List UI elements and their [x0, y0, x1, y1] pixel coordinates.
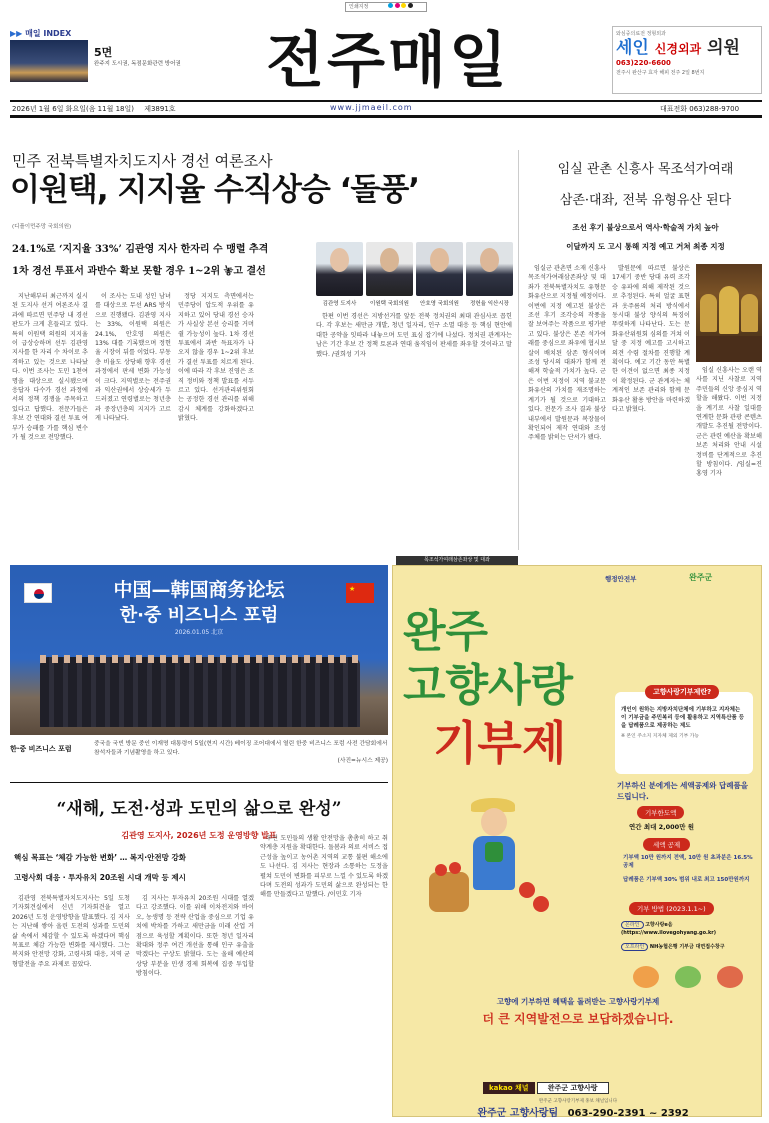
date-line: 2026년 1월 6일 화요일(음 11월 18일) 제3891호 — [12, 105, 176, 113]
edition-label: 매일 INDEX — [25, 29, 72, 38]
slogan2b: 더 큰 지역발전으로 보답하겠습니다. — [482, 1012, 674, 1026]
info-box-text: 개인이 원하는 지방자치단체에 기부하고 지자체는 이 기부금을 주민복리 등에 활용하고 지역특산품 등을 답례품으로 제공하는 제도 — [621, 707, 745, 729]
lead-col-3: 정당 지지도 측면에서는 민주당이 압도적 우위를 유지하고 있어 당내 경선 승자가 사실상 본선 승리를 거머쥘 가능성이 높다. 1차 경선 투표에서 과반 득표자가 나오지 않을 경우 1~2위 후보가 결선 투표를 치르게 된다. 이에 따라 각 후보 진영은 조직 정비와 정책 발표를 서두르고 있다. 선거관리위원회는 공정한 경선 관리를 위해 감시 체계를 강화하겠다고 밝혔다. — [178, 293, 254, 423]
portrait — [416, 242, 463, 296]
edition-index: ▶▶ 매일 INDEX 5면 완주지 도시권, 독점문화관련 방어권 — [10, 28, 190, 108]
lead-col-4: 한편 이번 경선은 지방선거를 앞둔 전북 정치권의 최대 관심사로 꼽힌다. 각 후보는 새만금 개발, 청년 일자리, 인구 소멸 대응 등 핵심 현안에 대한 공약을 잇따라 내놓으며 도민 표심 잡기에 나섰다. 정치권 관계자는 남은 기간 후보 간 정책 토론과 연대 움직임이 판세를 좌우할 것이라고 말했다. /권희성 기자 — [316, 313, 512, 358]
method-icons — [633, 966, 743, 992]
lead-headline: 이원택, 지지율 수직상승 ‘돌풍’ — [10, 172, 420, 208]
ad-footer: 완주군 고향사랑팀 063-290-2391 ~ 2392 — [477, 1108, 689, 1119]
lead-sub2: 1차 경선 투표서 과반수 확보 못할 경우 1~2위 놓고 결선 — [12, 266, 266, 277]
edition-desc: 완주지 도시권, 독점문화관련 방어권 — [94, 61, 181, 67]
right-sub1: 조선 후기 불상으로서 역사·학술적 가치 높아 — [572, 223, 719, 232]
ad-title-1: 완주 — [403, 606, 489, 657]
portrait-name: 정헌율 익산시장 — [470, 301, 509, 307]
portrait-name: 이원택 국회의원 — [370, 301, 409, 307]
info-box — [615, 688, 753, 774]
crowd — [40, 657, 360, 727]
portrait — [316, 242, 363, 296]
right-col-1: 임실군 관촌면 소재 신흥사 목조석가여래삼존좌상 및 대좌가 전북특별자치도 유형문화유산으로 지정될 예정이다. 이번에 지정 예고된 불상은 조선 후기 조각승의 작풍을 잘 보여주는 작품으로 평가받고 있다. 불상은 본존 석가여래를 중심으로 좌우에 협시보살이 배치된 삼존 형식이며 조성 당시의 대좌가 함께 전해져 학술적 가치가 높다. 군은 이번 지정이 지역 불교문화유산의 가치를 재조명하는 계기가 될 것으로 기대하고 있다. 전문가 조사 결과 불상 내부에서 발원문과 복장물이 확인되어 제작 연대와 조성 주체를 밝히는 단서가 됐다. — [528, 265, 606, 442]
bottom-headline: “새해, 도전·성과 도민의 삶으로 완성” — [56, 799, 342, 819]
info-box-note: ※ 본인 주소지 지자체 제외 기부 가능 — [621, 734, 700, 739]
bottom-col-1: 김관영 전북특별자치도지사는 5일 도청 기자회견실에서 신년 기자회견을 열고 2026년 도정 운영방향을 발표했다. 김 지사는 지난해 쌓아 올린 도전의 성과를 도민의 삶 속에서 체감할 수 있도록 하겠다며 핵심 목표로 체감 가능한 변화를 제시했다. 그는 복지와 안전망 강화, 고령사회 대응, 지역 균형발전을 주요 과제로 꼽았다. — [12, 895, 130, 968]
edition-page: 5면 — [94, 46, 113, 59]
ad-title-3: 기부제 — [433, 716, 567, 770]
right-col-3: 임실 신흥사는 오랜 역사를 지닌 사찰로 지역 주민들의 신앙 중심지 역할을 해왔다. 이번 지정을 계기로 사찰 일대를 연계한 문화 관광 콘텐츠 개발도 추진될 전망이다. 군은 관련 예산을 확보해 보존 처리와 안내 시설 정비를 단계적으로 추진할 방침이다. /임실=진홍영 기자 — [696, 367, 762, 478]
flag-cn-icon: ★ — [346, 583, 374, 603]
lead-col-1: 지난해부터 최근까지 실시된 도지사 선거 여론조사 결과에 따르면 민주당 내 경선 판도가 크게 흔들리고 있다. 특히 이원택 의원의 지지율이 급상승하며 선두 김관영 지사를 한 자리 수 차이로 추격하고 있는 것으로 나타났다. 이번 조사는 도민 1천여 명을 대상으로 실시됐으며 응답자 다수가 경선 과정에서의 정책 경쟁을 주목하고 있다고 답했다. 전문가들은 후보 간 연대와 결선 투표 여부가 승패를 가를 핵심 변수가 될 것으로 전망했다. — [12, 293, 88, 442]
portrait-name: 안호영 국회의원 — [420, 301, 459, 307]
right-kicker: 임실 관촌 신흥사 목조석가여래 — [557, 162, 734, 177]
gohyang-ad[interactable] — [392, 565, 762, 1117]
portrait — [366, 242, 413, 296]
buddha-photo — [696, 264, 762, 362]
ad-org: 행정안전부 — [605, 575, 637, 583]
lead-sub1: 24.1%로 ‘지지율 33%’ 김관영 지사 한자리 수 맹렬 추격 — [12, 244, 269, 255]
sec1-text: 연간 최대 2,000만 원 — [629, 823, 695, 831]
website[interactable]: www.jjmaeil.com — [330, 103, 413, 112]
ad-brand: 세인 — [616, 38, 649, 58]
forum-banner-cn: 中国—韩国商务论坛 — [113, 579, 285, 601]
bottom-sub-red: 김관영 도지사, 2026년 도정 운영방향 발표 — [121, 831, 277, 840]
header-ad: 와심중의료전 정형외과 세인 신경외과 의원 063)220-6600 전주시 완산구 효자 해피 전주 2일 8번지 — [612, 26, 762, 94]
ad-footer-note: 완주군 고향사랑기부제 홍보 채널입니다 — [538, 1099, 618, 1104]
sec1-label: 기부한도액 — [637, 806, 684, 819]
portrait — [466, 242, 513, 296]
sec3-text: 답례품은 기부액 30% 범위 내로 최고 150만원까지 — [623, 877, 750, 883]
ad-slogan: 기부하신 분에게는 세액공제와 답례품을 드립니다. — [617, 781, 748, 801]
paper-name: 전주매일 — [266, 26, 510, 96]
lead-credit: (디플이먼주망 국회의원) — [12, 224, 72, 230]
lead-col-2: 이 조사는 도내 성인 남녀를 대상으로 무선 ARS 방식으로 진행됐다. 김관영 지사는 33%, 이원택 의원은 24.1%, 안호영 의원은 13% 대를 기록했으며 정헌율 시장이 뒤를 이었다. 부동층 비율도 상당해 향후 경선 과정에서 판세 변화 가능성이 크다. 지역별로는 전주권과 익산권에서 상승세가 두드러졌고 연령별로는 청년층과 중장년층의 지지가 고르게 나타났다. — [95, 293, 171, 423]
right-headline: 삼존·대좌, 전북 유형유산 된다 — [559, 193, 732, 208]
forum-caption: 중국을 국빈 방문 중인 이재명 대통령이 5일(현지 시간) 베이징 조어대에서 열린 한중 비즈니스 포럼 사전 간담회에서 참석자들과 기념촬영을 하고 있다. (사진=뉴시스 제공) — [94, 741, 388, 764]
flag-kr-icon — [24, 583, 52, 603]
right-sub2: 이달까지 도 고시 통해 지정 예고 거쳐 최종 지정 — [566, 242, 725, 251]
masthead-rule-thick — [10, 115, 762, 118]
sec4-label: 기부 방법 (2023.1.1~) — [629, 902, 714, 915]
top-color-tag: 인쇄지정 — [345, 2, 427, 12]
bottom-col-2: 김 지사는 투자유치 20조원 시대를 열겠다고 강조했다. 이를 위해 이차전지와 바이오, 농생명 등 전략 산업을 중심으로 기업 유치에 박차를 가하고 새만금을 미래 산업 거점으로 육성할 계획이다. 또한 청년 일자리 확대와 정주 여건 개선을 통해 인구 유출을 막겠다는 구상도 밝혔다. 도는 올해 예산의 상당 부분을 민생 경제 회복에 집중 투입할 방침이다. — [136, 895, 254, 978]
portrait-row — [316, 242, 512, 308]
phone: 대표전화 063)288-9700 — [660, 105, 740, 113]
bottom-rule — [10, 782, 388, 783]
photo-caption-bar: 목조석가여래삼존좌상 및 대좌 — [396, 556, 518, 565]
farmer-illustration — [423, 786, 573, 936]
method1: 온라인 고향사랑e음 (https://www.ilovegohyang.go.kr) — [621, 922, 717, 936]
bottom-col-3: 우선 도민들의 생활 안전망을 촘촘히 하고 취약계층 지원을 확대한다. 돌봄과 의료 서비스 접근성을 높이고 농어촌 지역의 교통 불편 해소에도 나선다. 김 지사는 현장과 소통하는 도정을 펼쳐 도민이 변화를 피부로 느낄 수 있도록 하겠다며 도전의 성과가 도민의 삶으로 완성되는 한 해를 만들겠다고 말했다. /이민호 기자 — [260, 835, 388, 899]
slogan2a: 고향에 기부하면 혜택을 돌려받는 고향사랑기부제 — [496, 997, 660, 1006]
sec2-text: 기부액 10만 원까지 전액, 10만 원 초과분은 16.5% 공제 — [623, 855, 753, 869]
ad-county: 완주군 — [689, 573, 713, 582]
forum-photo — [10, 565, 388, 735]
ad-title-2: 고향사랑 — [403, 660, 574, 711]
right-col-2: 발원문에 따르면 불상은 17세기 중반 당대 유력 조각승 유파에 의해 제작된 것으로 추정된다. 특히 얼굴 표현과 옷주름의 처리 방식에서 동시대 불상 양식의 특징이 뚜렷하게 나타난다. 도는 문화유산위원회 심의를 거쳐 이달 중 지정 예고를 고시하고 의견 수렴 절차를 진행할 계획이다. 예고 기간 동안 특별한 이견이 없으면 최종 지정이 확정된다. 군 관계자는 체계적인 보존 관리와 함께 문화유산 활용 방안을 마련하겠다고 밝혔다. — [612, 265, 690, 414]
bottom-sub1: 핵심 목표는 ‘체감 가능한 변화’ … 복지·안전망 강화 — [14, 853, 186, 862]
edition-thumbnail — [10, 40, 88, 82]
sec2-label: 세액 공제 — [643, 838, 690, 851]
bottom-sub2: 고령사회 대응 · 투자유치 20조원 시대 개막 등 제시 — [14, 873, 186, 882]
portrait-name: 김관영 도지사 — [322, 301, 357, 307]
kakao-channel[interactable]: kakao 채널 완주군 고향사랑 — [483, 1080, 673, 1096]
forum-banner-kr: 한·중 비즈니스 포럼 — [119, 605, 279, 626]
forum-label: 한·중 비즈니스 포럼 — [10, 745, 72, 753]
masthead-rule — [10, 100, 762, 102]
crowd-faces — [40, 655, 360, 663]
forum-banner-date: 2026.01.05 北京 — [174, 629, 224, 636]
lead-kicker: 민주 전북특별자치도지사 경선 여론조사 — [12, 152, 273, 170]
method2: 오프라인 NH농협은행 기부금 대면접수창구 — [621, 944, 757, 952]
info-box-title: 고향사랑기부제란? — [645, 685, 719, 699]
